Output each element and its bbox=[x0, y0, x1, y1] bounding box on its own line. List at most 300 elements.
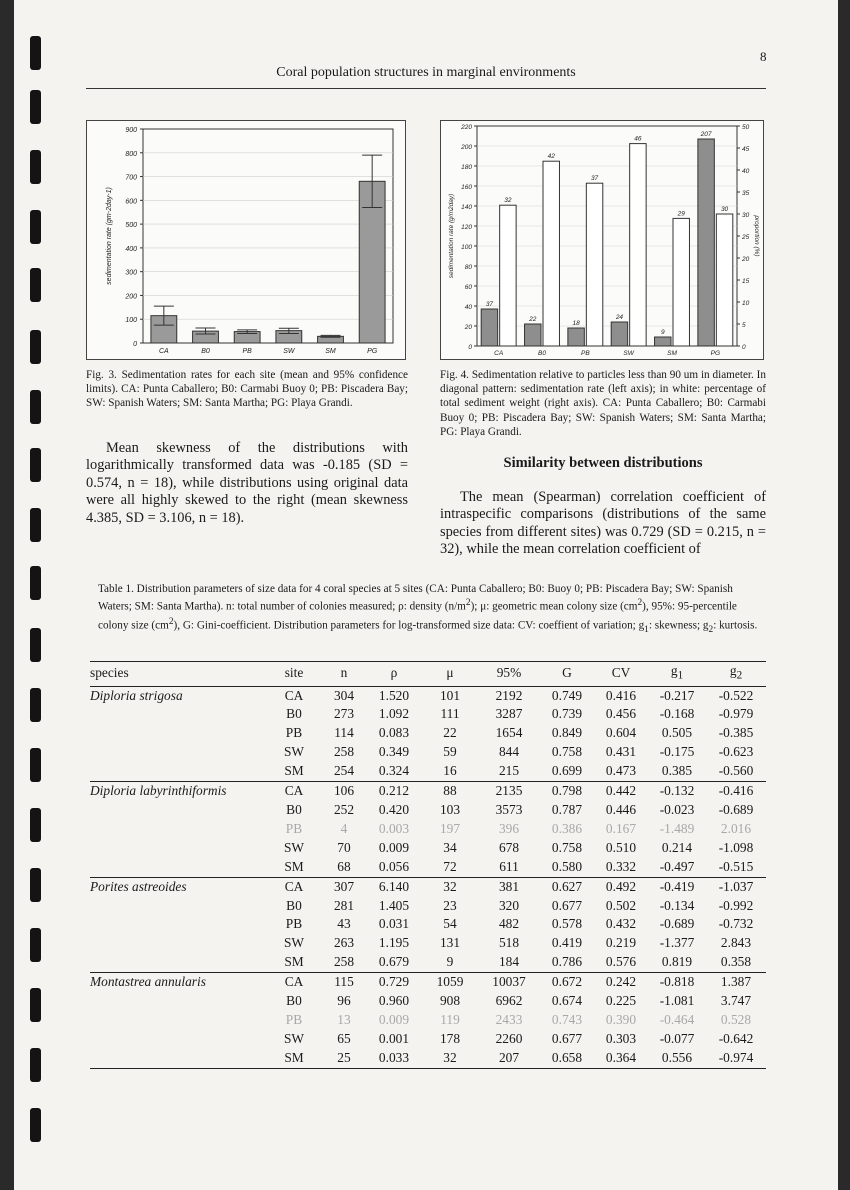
y2-tick-label: 25 bbox=[742, 234, 750, 241]
bar-sedimentation bbox=[655, 337, 671, 346]
table-row bbox=[90, 1049, 766, 1068]
table-row bbox=[90, 801, 766, 820]
value-cell: 2.016 bbox=[720, 820, 752, 836]
site-cell: CA bbox=[284, 687, 304, 703]
site-cell: CA bbox=[284, 878, 304, 894]
value-cell: 22 bbox=[443, 725, 457, 741]
value-cell: 1.092 bbox=[378, 706, 410, 722]
value-cell: -1.037 bbox=[718, 878, 754, 894]
y-tick-label: 400 bbox=[125, 245, 137, 253]
bar-proportion bbox=[586, 183, 602, 346]
value-cell: -0.077 bbox=[659, 1030, 695, 1046]
value-cell: 0.677 bbox=[551, 1030, 583, 1046]
value-cell: 2433 bbox=[495, 1011, 523, 1027]
binding-ring bbox=[30, 150, 41, 184]
table-row bbox=[90, 953, 766, 972]
value-cell: 0.473 bbox=[605, 763, 637, 779]
y-tick-label: 600 bbox=[125, 198, 137, 206]
figure-4-caption: Fig. 4. Sedimentation relative to particles less than 90 um in diameter. In diagonal pattern: sedimentation rate (left axis); in white: percentage of total sediment weight (right axis). CA: Punta Caballero; B0: Carmabi Buoy 0; PB: Piscadera Bay; SW: Spanish Waters; SM: Santa Martha; PG: Playa Grandi. bbox=[440, 369, 766, 438]
binding-ring bbox=[30, 748, 41, 782]
header-site: site bbox=[284, 665, 304, 681]
data-label: 42 bbox=[547, 153, 555, 161]
value-cell: 70 bbox=[337, 839, 351, 855]
value-cell: -0.522 bbox=[718, 687, 754, 703]
value-cell: 6.140 bbox=[378, 878, 410, 894]
table-row bbox=[90, 724, 766, 743]
table-row bbox=[90, 686, 766, 705]
value-cell: 115 bbox=[334, 974, 354, 990]
value-cell: 908 bbox=[439, 993, 461, 1009]
value-cell: 0.786 bbox=[551, 954, 583, 970]
value-cell: 0.492 bbox=[605, 878, 637, 894]
value-cell: 0.446 bbox=[605, 802, 637, 818]
value-cell: 1.520 bbox=[378, 687, 410, 703]
value-cell: 119 bbox=[440, 1011, 460, 1027]
value-cell: 25 bbox=[337, 1049, 351, 1065]
value-cell: 2192 bbox=[495, 687, 523, 703]
value-cell: -0.979 bbox=[718, 706, 754, 722]
value-cell: 518 bbox=[498, 935, 520, 951]
x-tick-label: PB bbox=[580, 350, 590, 357]
binding-ring bbox=[30, 210, 41, 244]
species-cell: Diploria labyrinthiformis bbox=[90, 783, 227, 799]
value-cell: 678 bbox=[498, 839, 520, 855]
value-cell: 0.358 bbox=[720, 954, 752, 970]
value-cell: 0.699 bbox=[551, 763, 583, 779]
data-label: 37 bbox=[485, 301, 494, 308]
figure-4 bbox=[440, 120, 764, 360]
value-cell: 0.798 bbox=[551, 783, 583, 799]
data-label: 22 bbox=[529, 316, 537, 323]
table-row bbox=[90, 1011, 766, 1030]
x-tick-label: PG bbox=[367, 348, 378, 355]
y2-tick-label: 0 bbox=[742, 344, 746, 351]
value-cell: 0.431 bbox=[605, 744, 637, 760]
y-tick-label: 100 bbox=[461, 244, 472, 251]
value-cell: 103 bbox=[439, 802, 461, 818]
value-cell: 32 bbox=[443, 1049, 457, 1065]
value-cell: 0.442 bbox=[605, 783, 637, 799]
value-cell: 0.416 bbox=[605, 687, 637, 703]
value-cell: 258 bbox=[333, 744, 355, 760]
y-tick-label: 220 bbox=[461, 124, 472, 131]
figure-3-caption: Fig. 3. Sedimentation rates for each site (mean and 95% confidence limits). CA: Punta Caballero; B0: Carmabi Buoy 0; PB: Piscadera Bay; SW: Spanish Waters; SM: Santa Martha; PG: Playa Grandi. bbox=[86, 369, 408, 410]
value-cell: -0.023 bbox=[659, 802, 695, 818]
paragraph-skewness: Mean skewness of the distributions with logarithmically transformed data was -0.185 (SD = 0.574, n = 18), while distributions using original data were all highly skewed to the right (mean skewness 4.385, SD = 3.106, n = 18). bbox=[86, 440, 408, 526]
y2-tick-label: 15 bbox=[742, 278, 750, 285]
binding-ring bbox=[30, 508, 41, 542]
site-cell: SW bbox=[283, 744, 305, 760]
binding-ring bbox=[30, 1108, 41, 1142]
value-cell: -0.642 bbox=[718, 1030, 754, 1046]
value-cell: 0.505 bbox=[661, 725, 693, 741]
binding-ring bbox=[30, 330, 41, 364]
site-cell: B0 bbox=[286, 993, 302, 1009]
value-cell: 0.303 bbox=[605, 1030, 637, 1046]
site-cell: PB bbox=[285, 725, 303, 741]
table-header-row bbox=[90, 662, 766, 687]
y-tick-label: 200 bbox=[125, 293, 137, 301]
value-cell: 0.749 bbox=[551, 687, 583, 703]
site-cell: PB bbox=[285, 1011, 303, 1027]
binding-ring bbox=[30, 628, 41, 662]
value-cell: 0.787 bbox=[551, 802, 583, 818]
value-cell: 482 bbox=[498, 916, 520, 932]
header-cv: CV bbox=[611, 665, 631, 681]
value-cell: 0.432 bbox=[605, 916, 637, 932]
value-cell: 0.580 bbox=[551, 858, 583, 874]
value-cell: 88 bbox=[443, 783, 457, 799]
site-cell: SW bbox=[283, 1030, 305, 1046]
value-cell: 0.743 bbox=[551, 1011, 583, 1027]
value-cell: 0.528 bbox=[720, 1011, 752, 1027]
value-cell: 1.405 bbox=[378, 897, 410, 913]
value-cell: -1.081 bbox=[659, 993, 695, 1009]
value-cell: 101 bbox=[439, 687, 461, 703]
site-cell: SM bbox=[284, 1049, 304, 1065]
header-g1-label: $g_1$ bbox=[670, 663, 684, 682]
binding-ring bbox=[30, 688, 41, 722]
value-cell: 0.009 bbox=[378, 1011, 410, 1027]
value-cell: 0.167 bbox=[605, 820, 637, 836]
site-cell: CA bbox=[284, 974, 304, 990]
y-tick-label: 140 bbox=[461, 204, 472, 211]
bar-proportion bbox=[500, 205, 516, 346]
value-cell: 178 bbox=[439, 1030, 461, 1046]
header-g2 bbox=[706, 662, 766, 687]
table-body bbox=[90, 686, 766, 1068]
value-cell: 0.419 bbox=[551, 935, 583, 951]
value-cell: 43 bbox=[337, 916, 351, 932]
y2-tick-label: 50 bbox=[742, 124, 750, 131]
value-cell: -0.560 bbox=[718, 763, 754, 779]
y2-tick-label: 20 bbox=[742, 256, 750, 263]
value-cell: 0.456 bbox=[605, 706, 637, 722]
site-cell: PB bbox=[285, 820, 303, 836]
value-cell: 0.502 bbox=[605, 897, 637, 913]
binding-ring bbox=[30, 808, 41, 842]
table-row bbox=[90, 743, 766, 762]
data-label: 18 bbox=[572, 320, 580, 327]
value-cell: 0.604 bbox=[605, 725, 637, 741]
bar-proportion bbox=[543, 161, 559, 346]
value-cell: 0.739 bbox=[551, 706, 583, 722]
value-cell: 0.729 bbox=[378, 974, 410, 990]
value-cell: -0.168 bbox=[659, 706, 695, 722]
binding-ring bbox=[30, 36, 41, 70]
value-cell: -0.992 bbox=[718, 897, 754, 913]
data-label: 30 bbox=[720, 206, 729, 213]
binding-ring bbox=[30, 988, 41, 1022]
value-cell: 2260 bbox=[495, 1030, 523, 1046]
species-cell bbox=[90, 915, 266, 934]
site-cell: B0 bbox=[286, 802, 302, 818]
y-axis-label: sedimentation rate (g/m2day) bbox=[448, 193, 455, 279]
bar-proportion bbox=[630, 144, 646, 346]
value-cell: 844 bbox=[498, 744, 520, 760]
value-cell: 0.677 bbox=[551, 897, 583, 913]
value-cell: 1.195 bbox=[378, 935, 410, 951]
value-cell: 96 bbox=[337, 993, 351, 1009]
value-cell: 0.003 bbox=[378, 820, 410, 836]
value-cell: 6962 bbox=[495, 993, 523, 1009]
y-tick-label: 700 bbox=[125, 174, 137, 182]
value-cell: 16 bbox=[443, 763, 457, 779]
site-cell: SW bbox=[283, 935, 305, 951]
y-tick-label: 300 bbox=[125, 269, 137, 277]
table-row bbox=[90, 1030, 766, 1049]
y-tick-label: 800 bbox=[125, 150, 137, 158]
value-cell: 263 bbox=[333, 935, 355, 951]
table-row bbox=[90, 934, 766, 953]
value-cell: 4 bbox=[340, 820, 348, 836]
y-tick-label: 180 bbox=[461, 164, 472, 171]
y2-tick-label: 30 bbox=[742, 212, 750, 219]
value-cell: 0.627 bbox=[551, 878, 583, 894]
value-cell: 0.758 bbox=[551, 839, 583, 855]
table-row bbox=[90, 782, 766, 801]
data-label: 9 bbox=[660, 329, 665, 336]
value-cell: 184 bbox=[498, 954, 520, 970]
y-tick-label: 500 bbox=[125, 222, 137, 230]
y2-tick-label: 40 bbox=[742, 168, 750, 175]
value-cell: 0.960 bbox=[378, 993, 410, 1009]
value-cell: 207 bbox=[498, 1049, 520, 1065]
table-row bbox=[90, 992, 766, 1011]
y-tick-label: 100 bbox=[125, 317, 137, 325]
paragraph-similarity: The mean (Spearman) correlation coefficient of intraspecific comparisons (distributions of the same species from different sites) was 0.729 (SD = 0.215, n = 32), while the mean correlation coefficient of bbox=[440, 489, 766, 558]
value-cell: -0.623 bbox=[718, 744, 754, 760]
data-label: 29 bbox=[677, 210, 685, 218]
species-cell bbox=[90, 801, 266, 820]
table-row bbox=[90, 762, 766, 781]
header-density: ρ bbox=[390, 665, 398, 681]
header-percentile: 95% bbox=[496, 665, 522, 681]
bar-sedimentation bbox=[698, 139, 714, 346]
header-g2-label: $g_2$ bbox=[729, 663, 743, 682]
figure-3 bbox=[86, 120, 406, 360]
running-header: Coral population structures in marginal environments bbox=[276, 65, 576, 80]
species-cell bbox=[90, 1011, 266, 1030]
header-mean-size: μ bbox=[446, 665, 454, 681]
species-cell bbox=[90, 839, 266, 858]
value-cell: -0.818 bbox=[659, 974, 695, 990]
value-cell: 32 bbox=[443, 878, 457, 894]
species-cell bbox=[90, 953, 266, 972]
y-tick-label: 60 bbox=[464, 284, 472, 291]
y-tick-label: 0 bbox=[133, 341, 137, 348]
figure-4-chart bbox=[441, 121, 763, 359]
value-cell: 0.420 bbox=[378, 802, 410, 818]
y-tick-label: 20 bbox=[464, 324, 472, 331]
table-row bbox=[90, 897, 766, 916]
y-axis-label: sedimentation rate (gm-2day-1) bbox=[106, 187, 113, 285]
site-cell: PB bbox=[285, 916, 303, 932]
value-cell: 106 bbox=[333, 783, 355, 799]
species-cell bbox=[90, 820, 266, 839]
value-cell: 1059 bbox=[436, 974, 464, 990]
site-cell: SM bbox=[284, 954, 304, 970]
value-cell: -0.385 bbox=[718, 725, 754, 741]
binding-ring bbox=[30, 1048, 41, 1082]
site-cell: SW bbox=[283, 839, 305, 855]
table-row bbox=[90, 820, 766, 839]
table-row bbox=[90, 915, 766, 934]
value-cell: 0.386 bbox=[551, 820, 583, 836]
value-cell: 0.758 bbox=[551, 744, 583, 760]
species-cell bbox=[90, 762, 266, 781]
value-cell: 0.674 bbox=[551, 993, 583, 1009]
value-cell: 0.242 bbox=[605, 974, 637, 990]
distribution-table bbox=[90, 661, 766, 1069]
species-cell bbox=[90, 743, 266, 762]
bar-proportion bbox=[716, 214, 732, 346]
value-cell: 307 bbox=[333, 878, 355, 894]
species-cell: Montastrea annularis bbox=[90, 974, 206, 990]
value-cell: 0.349 bbox=[378, 744, 410, 760]
binding-ring bbox=[30, 268, 41, 302]
value-cell: -0.416 bbox=[718, 783, 754, 799]
value-cell: 381 bbox=[498, 878, 520, 894]
value-cell: 252 bbox=[333, 802, 355, 818]
species-cell bbox=[90, 724, 266, 743]
value-cell: -0.217 bbox=[659, 687, 695, 703]
value-cell: 111 bbox=[440, 706, 460, 722]
bar-sedimentation bbox=[611, 322, 627, 346]
value-cell: 1.387 bbox=[720, 974, 752, 990]
value-cell: 0.578 bbox=[551, 916, 583, 932]
value-cell: 0.324 bbox=[378, 763, 410, 779]
value-cell: 59 bbox=[443, 744, 457, 760]
value-cell: 131 bbox=[439, 935, 461, 951]
value-cell: 9 bbox=[446, 954, 454, 970]
value-cell: 23 bbox=[443, 897, 457, 913]
y2-axis-label: proportion (%) bbox=[753, 215, 760, 257]
y-tick-label: 900 bbox=[125, 127, 137, 134]
value-cell: 3.747 bbox=[720, 993, 752, 1009]
header-n: n bbox=[340, 665, 348, 681]
value-cell: 197 bbox=[439, 820, 461, 836]
value-cell: 2135 bbox=[495, 783, 523, 799]
site-cell: SM bbox=[284, 858, 304, 874]
bar-sedimentation bbox=[568, 328, 584, 346]
value-cell: 0.819 bbox=[661, 954, 693, 970]
table-row bbox=[90, 973, 766, 992]
value-cell: 215 bbox=[498, 763, 520, 779]
value-cell: 0.679 bbox=[378, 954, 410, 970]
header-species: species bbox=[90, 665, 129, 681]
value-cell: 0.672 bbox=[551, 974, 583, 990]
x-tick-label: CA bbox=[494, 350, 504, 357]
table-row bbox=[90, 877, 766, 896]
table-caption: Table 1. Distribution parameters of size data for 4 coral species at 5 sites (CA: Punta Caballero; B0: Buoy 0; PB: Piscadera Bay; SW: Spanish Waters; SM: Santa Martha). n: total number of colonies measured; ρ: density $(n/m^2)$; μ: geometric mean colony size $(cm^2)$, 95%: 95-percentile colony size $(cm^2)$, G: Gini-coefficient. Distribution parameters for log-transformed size data: CV: coeffient of variation; $g_1$: skewness; $g_2$: kurtosis. bbox=[98, 583, 758, 635]
value-cell: 54 bbox=[443, 916, 457, 932]
table-row bbox=[90, 839, 766, 858]
x-tick-label: SW bbox=[283, 348, 295, 355]
value-cell: 611 bbox=[499, 858, 519, 874]
value-cell: 0.658 bbox=[551, 1049, 583, 1065]
value-cell: 114 bbox=[334, 725, 354, 741]
value-cell: 0.219 bbox=[605, 935, 637, 951]
value-cell: 304 bbox=[333, 687, 355, 703]
value-cell: -0.419 bbox=[659, 878, 695, 894]
species-cell bbox=[90, 992, 266, 1011]
y-tick-label: 80 bbox=[464, 264, 472, 271]
value-cell: -0.515 bbox=[718, 858, 754, 874]
data-label: 37 bbox=[590, 175, 599, 183]
species-cell bbox=[90, 858, 266, 877]
y2-tick-label: 45 bbox=[742, 146, 750, 153]
site-cell: B0 bbox=[286, 706, 302, 722]
value-cell: 0.033 bbox=[378, 1049, 410, 1065]
value-cell: -0.464 bbox=[659, 1011, 695, 1027]
document-page bbox=[14, 0, 838, 1190]
value-cell: 273 bbox=[333, 706, 355, 722]
value-cell: -0.132 bbox=[659, 783, 695, 799]
value-cell: 0.009 bbox=[378, 839, 410, 855]
data-label: 207 bbox=[700, 131, 712, 138]
figure-3-chart bbox=[87, 121, 405, 359]
value-cell: 65 bbox=[337, 1030, 351, 1046]
x-tick-label: B0 bbox=[201, 348, 210, 355]
value-cell: -0.689 bbox=[718, 802, 754, 818]
value-cell: -0.175 bbox=[659, 744, 695, 760]
binding-ring bbox=[30, 868, 41, 902]
value-cell: 34 bbox=[443, 839, 457, 855]
value-cell: 0.225 bbox=[605, 993, 637, 1009]
species-cell: Diploria strigosa bbox=[90, 687, 183, 703]
x-tick-label: SM bbox=[667, 350, 677, 357]
site-cell: CA bbox=[284, 783, 304, 799]
x-tick-label: SM bbox=[325, 348, 336, 355]
x-tick-label: B0 bbox=[538, 350, 546, 357]
y2-tick-label: 5 bbox=[742, 322, 746, 329]
plot-area bbox=[143, 129, 393, 343]
y-tick-label: 160 bbox=[461, 184, 472, 191]
value-cell: 320 bbox=[498, 897, 520, 913]
value-cell: 0.576 bbox=[605, 954, 637, 970]
x-tick-label: PB bbox=[242, 348, 252, 355]
species-cell: Porites astreoides bbox=[90, 878, 187, 894]
binding-ring bbox=[30, 566, 41, 600]
x-tick-label: CA bbox=[158, 348, 169, 355]
value-cell: 72 bbox=[443, 858, 457, 874]
value-cell: -1.489 bbox=[659, 820, 695, 836]
site-cell: SM bbox=[284, 763, 304, 779]
value-cell: -0.497 bbox=[659, 858, 695, 874]
value-cell: 396 bbox=[498, 820, 520, 836]
value-cell: 10037 bbox=[492, 974, 526, 990]
value-cell: 0.849 bbox=[551, 725, 583, 741]
header-gini: G bbox=[562, 665, 572, 681]
bar-sedimentation bbox=[481, 309, 497, 346]
data-label: 46 bbox=[634, 135, 642, 143]
bar-proportion bbox=[673, 218, 689, 346]
table-row bbox=[90, 858, 766, 877]
value-cell: 0.385 bbox=[661, 763, 693, 779]
data-label: 24 bbox=[615, 314, 624, 321]
value-cell: 0.390 bbox=[605, 1011, 637, 1027]
species-cell bbox=[90, 1049, 266, 1068]
value-cell: 3287 bbox=[495, 706, 523, 722]
value-cell: -0.974 bbox=[718, 1049, 754, 1065]
species-cell bbox=[90, 897, 266, 916]
binding-ring bbox=[30, 90, 41, 124]
value-cell: 13 bbox=[337, 1011, 351, 1027]
value-cell: 2.843 bbox=[720, 935, 752, 951]
value-cell: 0.332 bbox=[605, 858, 637, 874]
value-cell: 0.212 bbox=[378, 783, 410, 799]
